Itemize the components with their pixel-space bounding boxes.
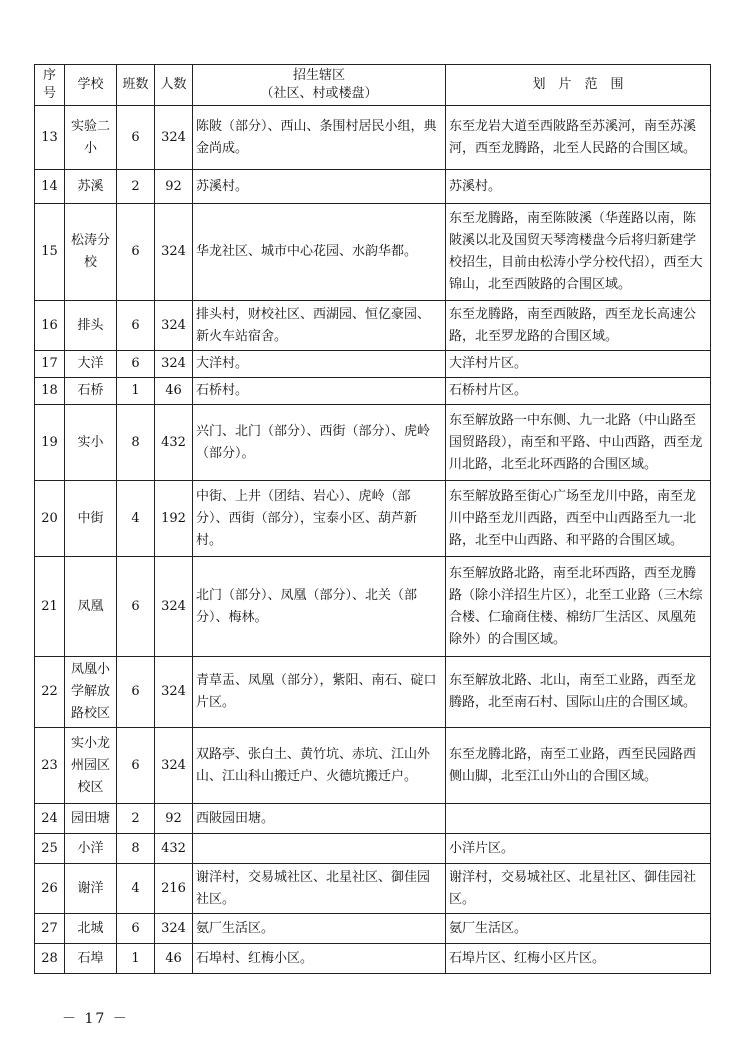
cell-seq: 22: [35, 657, 65, 728]
cell-district: 兴门、北门（部分）、西街（部分）、虎岭（部分）。: [193, 405, 446, 481]
cell-students: 46: [155, 378, 193, 405]
cell-district: 排头村，财校社区、西湖园、恒亿豪园、新火车站宿舍。: [193, 301, 446, 351]
cell-district: [193, 834, 446, 864]
cell-students: 324: [155, 204, 193, 301]
cell-students: 324: [155, 914, 193, 944]
cell-district: 谢洋村，交易城社区、北星社区、御佳园社区。: [193, 864, 446, 914]
cell-seq: 19: [35, 405, 65, 481]
cell-district: 华龙社区、城市中心花园、水韵华都。: [193, 204, 446, 301]
cell-district: 西陂园田塘。: [193, 804, 446, 834]
cell-district: 青草盂、凤凰（部分），紫阳、南石、碇口片区。: [193, 657, 446, 728]
table-row: [35, 914, 711, 944]
header-district-line2: （社区、村或楼盘）: [260, 86, 378, 101]
cell-school: 实小: [65, 405, 117, 481]
cell-students: 324: [155, 728, 193, 804]
cell-seq: 17: [35, 351, 65, 378]
table-row: [35, 864, 711, 914]
cell-seq: 26: [35, 864, 65, 914]
cell-school: 松涛分校: [65, 204, 117, 301]
table-row: [35, 944, 711, 974]
cell-classes: 6: [117, 351, 155, 378]
cell-seq: 21: [35, 557, 65, 657]
cell-classes: 6: [117, 657, 155, 728]
cell-range: 东至解放路北路，南至北环西路，西至龙腾路（除小洋招生片区），北至工业路（三木综合楼、仁瑜商住楼、棉纺厂生活区、凤凰苑除外）的合围区域。: [446, 557, 711, 657]
header-district-line1: 招生辖区: [292, 68, 345, 83]
table-row: [35, 804, 711, 834]
table-row: [35, 378, 711, 405]
table-row: [35, 481, 711, 557]
cell-classes: 8: [117, 405, 155, 481]
cell-students: 324: [155, 657, 193, 728]
cell-seq: 13: [35, 106, 65, 170]
table-row: [35, 834, 711, 864]
table-row: [35, 557, 711, 657]
cell-classes: 6: [117, 301, 155, 351]
cell-school: 小洋: [65, 834, 117, 864]
header-range: 划 片 范 围: [446, 65, 711, 106]
cell-district: 北门（部分）、凤凰（部分）、北关（部分）、梅林。: [193, 557, 446, 657]
cell-range: 石埠片区、红梅小区片区。: [446, 944, 711, 974]
table-row: [35, 405, 711, 481]
cell-classes: 6: [117, 728, 155, 804]
cell-school: 苏溪: [65, 170, 117, 204]
cell-school: 凤凰小学解放路校区: [65, 657, 117, 728]
header-seq: 序号: [35, 65, 65, 106]
cell-students: 324: [155, 106, 193, 170]
cell-school: 谢洋: [65, 864, 117, 914]
cell-students: 192: [155, 481, 193, 557]
cell-range: 石桥村片区。: [446, 378, 711, 405]
enrollment-table: [34, 64, 711, 974]
cell-classes: 6: [117, 204, 155, 301]
cell-students: 432: [155, 405, 193, 481]
cell-school: 园田塘: [65, 804, 117, 834]
cell-range: 氨厂生活区。: [446, 914, 711, 944]
cell-range: [446, 804, 711, 834]
cell-students: 432: [155, 834, 193, 864]
cell-district: 双路亭、张白土、黄竹坑、赤坑、江山外山、江山科山搬迁户、火德坑搬迁户。: [193, 728, 446, 804]
cell-school: 石桥: [65, 378, 117, 405]
cell-range: 东至龙腾路，南至陈陂溪（华莲路以南，陈陂溪以北及国贸天琴湾楼盘今后将归新建学校招生，目前由松涛小学分校代招），西至大锦山，北至西陂路的合围区域。: [446, 204, 711, 301]
cell-classes: 2: [117, 804, 155, 834]
cell-school: 凤凰: [65, 557, 117, 657]
cell-seq: 25: [35, 834, 65, 864]
cell-students: 324: [155, 557, 193, 657]
table-row: [35, 728, 711, 804]
cell-school: 石埠: [65, 944, 117, 974]
header-school: 学校: [65, 65, 117, 106]
cell-school: 实小龙州园区校区: [65, 728, 117, 804]
cell-range: 小洋片区。: [446, 834, 711, 864]
cell-district: 中街、上井（团结、岩心）、虎岭（部分）、西街（部分），宝泰小区、葫芦新村。: [193, 481, 446, 557]
cell-seq: 20: [35, 481, 65, 557]
table-row: [35, 170, 711, 204]
cell-range: 东至龙岩大道至西陂路至苏溪河，南至苏溪河，西至龙腾路，北至人民路的合围区域。: [446, 106, 711, 170]
cell-school: 排头: [65, 301, 117, 351]
cell-seq: 23: [35, 728, 65, 804]
cell-students: 324: [155, 351, 193, 378]
header-students: 人数: [155, 65, 193, 106]
table-row: [35, 657, 711, 728]
cell-students: 92: [155, 804, 193, 834]
cell-classes: 1: [117, 378, 155, 405]
cell-students: 216: [155, 864, 193, 914]
header-classes: 班数: [117, 65, 155, 106]
cell-district: 石埠村、红梅小区。: [193, 944, 446, 974]
header-district: [193, 65, 446, 106]
cell-school: 大洋: [65, 351, 117, 378]
cell-seq: 28: [35, 944, 65, 974]
cell-range: 东至解放路一中东侧、九一北路（中山路至国贸路段），南至和平路、中山西路，西至龙川北路，北至北环西路的合围区域。: [446, 405, 711, 481]
cell-classes: 6: [117, 106, 155, 170]
cell-students: 92: [155, 170, 193, 204]
cell-students: 46: [155, 944, 193, 974]
cell-district: 大洋村。: [193, 351, 446, 378]
cell-classes: 4: [117, 864, 155, 914]
page-number: － 17 －: [62, 1011, 129, 1027]
cell-school: 中街: [65, 481, 117, 557]
table-row: [35, 301, 711, 351]
cell-classes: 4: [117, 481, 155, 557]
table-row: [35, 106, 711, 170]
table-row: [35, 351, 711, 378]
cell-school: 实验二小: [65, 106, 117, 170]
cell-seq: 15: [35, 204, 65, 301]
cell-classes: 1: [117, 944, 155, 974]
cell-seq: 27: [35, 914, 65, 944]
cell-seq: 18: [35, 378, 65, 405]
cell-range: 东至解放路至街心广场至龙川中路，南至龙川中路至龙川西路，西至中山西路至九一北路，北至中山西路、和平路的合围区域。: [446, 481, 711, 557]
cell-classes: 8: [117, 834, 155, 864]
table-row: [35, 204, 711, 301]
cell-range: 苏溪村。: [446, 170, 711, 204]
cell-classes: 6: [117, 557, 155, 657]
cell-classes: 2: [117, 170, 155, 204]
cell-school: 北城: [65, 914, 117, 944]
table-header-row: [35, 65, 711, 106]
cell-range: 谢洋村，交易城社区、北星社区、御佳园社区。: [446, 864, 711, 914]
cell-range: 东至龙腾路，南至西陂路，西至龙长高速公路，北至罗龙路的合围区域。: [446, 301, 711, 351]
cell-range: 东至龙腾北路，南至工业路，西至民园路西侧山脚，北至江山外山的合围区域。: [446, 728, 711, 804]
cell-students: 324: [155, 301, 193, 351]
cell-seq: 16: [35, 301, 65, 351]
cell-district: 氨厂生活区。: [193, 914, 446, 944]
cell-district: 苏溪村。: [193, 170, 446, 204]
cell-district: 石桥村。: [193, 378, 446, 405]
cell-range: 大洋村片区。: [446, 351, 711, 378]
cell-classes: 6: [117, 914, 155, 944]
cell-seq: 24: [35, 804, 65, 834]
cell-range: 东至解放北路、北山，南至工业路，西至龙腾路，北至南石村、国际山庄的合围区域。: [446, 657, 711, 728]
cell-seq: 14: [35, 170, 65, 204]
cell-district: 陈陂（部分）、西山、条围村居民小组，典金尚成。: [193, 106, 446, 170]
